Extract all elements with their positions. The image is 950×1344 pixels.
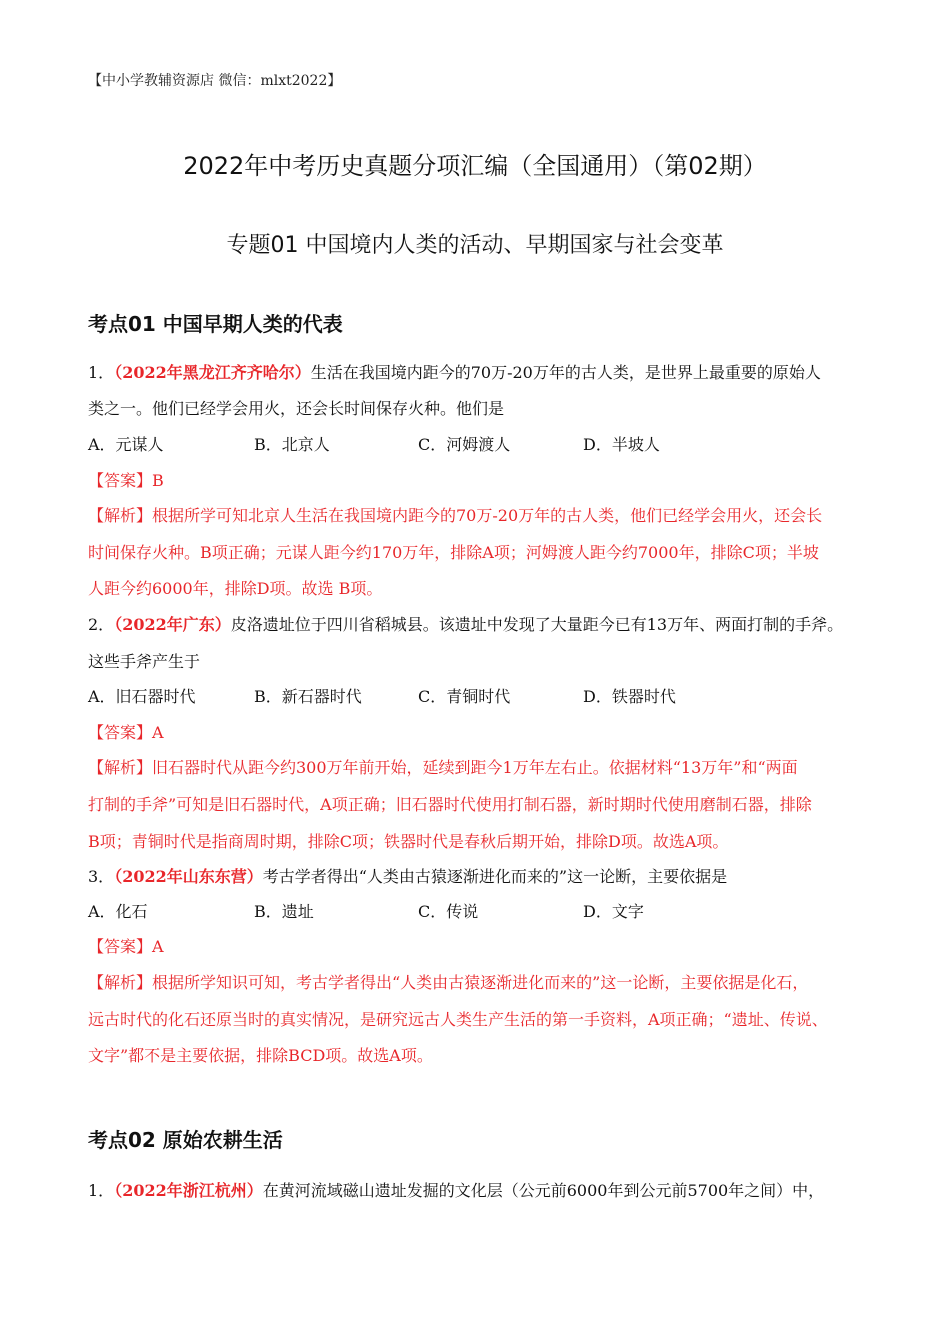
option-a: A．元谋人	[88, 435, 164, 454]
section-2-question-1-stem-line-1	[88, 1178, 878, 1201]
option-d: D．文字	[583, 902, 644, 921]
question-source: （2022年广东）	[114, 615, 231, 634]
option-c: C．传说	[418, 902, 479, 921]
question-1-stem-line-1	[88, 360, 878, 383]
question-2-analysis-line-2: 打制的手斧”可知是旧石器时代，A项正确；旧石器时代使用打制石器，新时期时代使用磨制石器，排除	[88, 795, 812, 814]
question-source: （2022年浙江杭州）	[114, 1181, 263, 1200]
question-1-analysis-line-2: 时间保存火种。B项正确；元谋人距今约170万年，排除A项；河姆渡人距今约7000年，排除C项；半坡	[88, 543, 819, 562]
question-source: （2022年山东东营）	[114, 867, 263, 886]
option-a: A．化石	[88, 902, 148, 921]
question-2-analysis-line-3: B项；青铜时代是指商周时期，排除C项；铁器时代是春秋后期开始，排除D项。故选A项。	[88, 832, 729, 851]
question-number: 1．	[88, 1181, 115, 1200]
question-stem: 生活在我国境内距今的70万-20万年的古人类，是世界上最重要的原始人	[310, 363, 821, 382]
question-number: 2．	[88, 615, 115, 634]
option-c: C．青铜时代	[418, 687, 511, 706]
question-1-analysis-line-1: 【解析】根据所学可知北京人生活在我国境内距今的70万-20万年的古人类，他们已经学会用火，还会长	[88, 506, 823, 525]
question-3-analysis-line-1: 【解析】根据所学知识可知，考古学者得出“人类由古猿逐渐进化而来的”这一论断，主要依据是化石，	[88, 973, 809, 992]
question-2-analysis-line-1: 【解析】旧石器时代从距今约300万年前开始，延续到距今1万年左右止。依据材料“13万年”和“两面	[88, 758, 798, 777]
option-b: B．遗址	[254, 902, 314, 921]
question-2-stem-line-1	[88, 612, 878, 635]
question-3-analysis-line-2: 远古时代的化石还原当时的真实情况，是研究远古人类生产生活的第一手资料，A项正确；“遗址、传说、	[88, 1010, 828, 1029]
question-stem: 在黄河流域磁山遗址发掘的文化层（公元前6000年到公元前5700年之间）中，	[262, 1181, 825, 1200]
option-a: A．旧石器时代	[88, 687, 196, 706]
question-2-answer: 【答案】A	[88, 723, 164, 742]
question-3-stem-line-1	[88, 864, 878, 887]
option-c: C．河姆渡人	[418, 435, 511, 454]
question-1-answer: 【答案】B	[88, 471, 164, 490]
question-stem: 考古学者得出“人类由古猿逐渐进化而来的”这一论断，主要依据是	[262, 867, 728, 886]
question-2-stem-line-2: 这些手斧产生于	[88, 652, 201, 671]
option-d: D．半坡人	[583, 435, 660, 454]
question-1-stem-line-2: 类之一。他们已经学会用火，还会长时间保存火种。他们是	[88, 399, 505, 418]
question-stem: 皮洛遗址位于四川省稻城县。该遗址中发现了大量距今已有13万年、两面打制的手斧。	[230, 615, 844, 634]
question-number: 3．	[88, 867, 115, 886]
question-3-answer: 【答案】A	[88, 937, 164, 956]
option-b: B．新石器时代	[254, 687, 362, 706]
question-source: （2022年黑龙江齐齐哈尔）	[114, 363, 311, 382]
question-number: 1．	[88, 363, 115, 382]
header-note: 【中小学教辅资源店 微信：mlxt2022】	[88, 73, 342, 89]
question-1-analysis-line-3: 人距今约6000年，排除D项。故选 B项。	[88, 579, 383, 598]
document-title: 2022年中考历史真题分项汇编（全国通用）（第02期）	[183, 152, 767, 180]
section-heading-1: 考点01 中国早期人类的代表	[88, 312, 343, 336]
option-b: B．北京人	[254, 435, 330, 454]
document-subtitle: 专题01 中国境内人类的活动、早期国家与社会变革	[226, 233, 724, 258]
section-heading-2: 考点02 原始农耕生活	[88, 1128, 283, 1152]
question-3-analysis-line-3: 文字”都不是主要依据，排除BCD项。故选A项。	[88, 1046, 433, 1065]
option-d: D．铁器时代	[583, 687, 676, 706]
